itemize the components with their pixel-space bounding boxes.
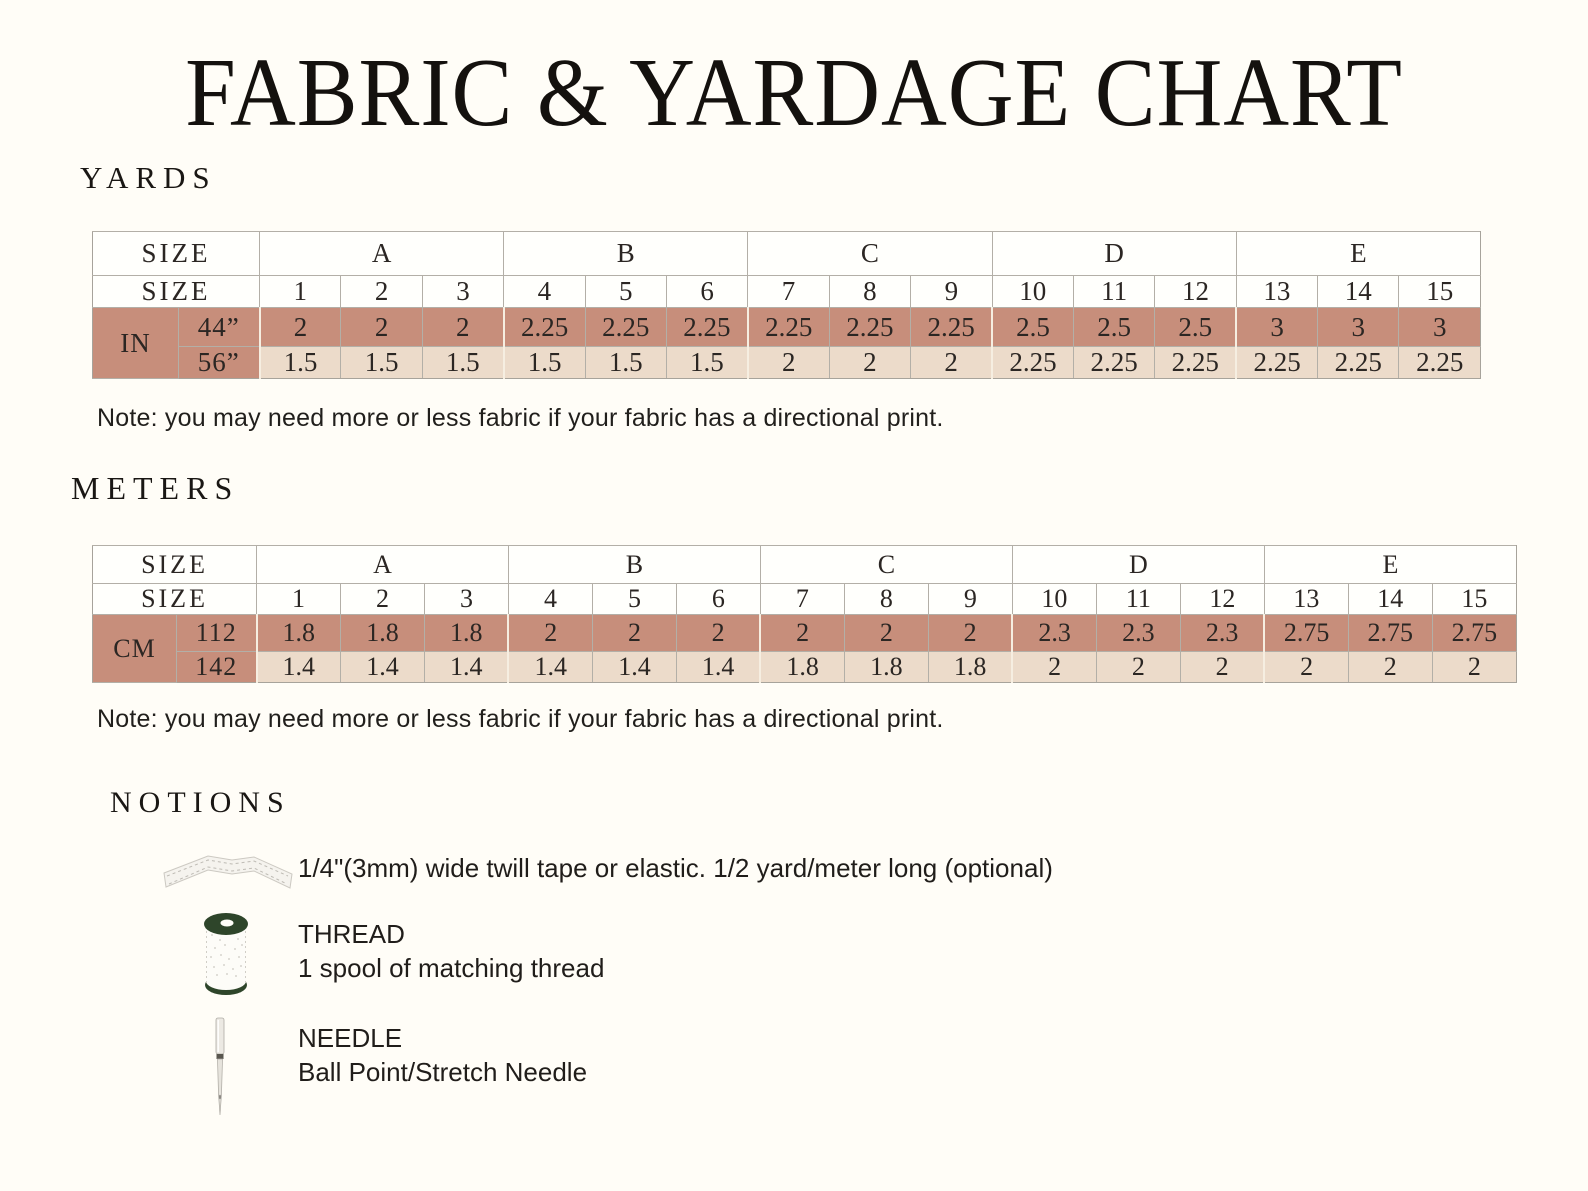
yardage-value-cell: 1.4 xyxy=(508,652,592,683)
yardage-value-cell: 2 xyxy=(260,308,341,347)
size-number-header: 11 xyxy=(1073,276,1154,308)
yardage-value-cell: 2.25 xyxy=(748,308,829,347)
group-header: E xyxy=(1236,232,1480,276)
yardage-value-cell: 2.3 xyxy=(1180,615,1264,652)
twill-tape-icon xyxy=(158,843,298,906)
yards-note: Note: you may need more or less fabric if your fabric has a directional print. xyxy=(97,404,944,432)
size-number-header: 11 xyxy=(1096,584,1180,615)
size-number-header: 6 xyxy=(666,276,747,308)
size-number-header: 8 xyxy=(844,584,928,615)
yardage-value-cell: 2 xyxy=(1096,652,1180,683)
size-number-header: 3 xyxy=(422,276,503,308)
size-number-header: 7 xyxy=(748,276,829,308)
notion-item-needle xyxy=(298,1021,587,1089)
unit-cell: CM xyxy=(93,615,177,683)
yardage-value-cell: 2.25 xyxy=(1073,347,1154,379)
size-number-header: 15 xyxy=(1399,276,1481,308)
yardage-value-cell: 2 xyxy=(844,615,928,652)
yardage-value-cell: 2 xyxy=(1012,652,1096,683)
size-number-header: 3 xyxy=(424,584,508,615)
yardage-value-cell: 2.25 xyxy=(504,308,585,347)
yards-table xyxy=(92,231,1481,379)
size-number-header: 12 xyxy=(1180,584,1264,615)
meters-heading: METERS xyxy=(71,470,240,506)
fabric-width-cell: 142 xyxy=(177,652,257,683)
size-header: SIZE xyxy=(93,584,257,615)
yardage-value-cell: 1.4 xyxy=(592,652,676,683)
fabric-width-cell: 44” xyxy=(179,308,260,347)
yardage-value-cell: 2.25 xyxy=(829,308,910,347)
yardage-value-cell: 2 xyxy=(748,347,829,379)
size-number-header: 7 xyxy=(760,584,844,615)
yardage-value-cell: 2 xyxy=(1264,652,1348,683)
notion-tape-description: 1/4"(3mm) wide twill tape or elastic. 1/2 yard/meter long (optional) xyxy=(298,853,1053,883)
yardage-value-cell: 1.8 xyxy=(928,652,1012,683)
size-number-header: 1 xyxy=(257,584,341,615)
yardage-value-cell: 3 xyxy=(1236,308,1317,347)
unit-cell: IN xyxy=(93,308,179,379)
notion-needle-title: NEEDLE xyxy=(298,1023,403,1053)
page-title: FABRIC & YARDAGE CHART xyxy=(185,39,1403,147)
yardage-value-cell: 2.3 xyxy=(1096,615,1180,652)
notion-thread-description: 1 spool of matching thread xyxy=(298,953,605,983)
size-number-header: 4 xyxy=(504,276,585,308)
size-header: SIZE xyxy=(93,546,257,584)
size-number-header: 4 xyxy=(508,584,592,615)
yardage-value-cell: 3 xyxy=(1399,308,1481,347)
yards-heading: YARDS xyxy=(80,160,217,195)
yardage-value-cell: 2.25 xyxy=(1155,347,1236,379)
group-header: D xyxy=(992,232,1236,276)
group-header: D xyxy=(1012,546,1264,584)
size-number-header: 10 xyxy=(1012,584,1096,615)
notion-thread-title: THREAD xyxy=(298,919,405,949)
group-header: A xyxy=(257,546,509,584)
yardage-value-cell: 2 xyxy=(676,615,760,652)
notions-heading: NOTIONS xyxy=(110,786,291,819)
yardage-value-cell: 2 xyxy=(1348,652,1432,683)
yardage-value-cell: 2.75 xyxy=(1348,615,1432,652)
yardage-value-cell: 2 xyxy=(592,615,676,652)
size-number-header: 12 xyxy=(1155,276,1236,308)
size-number-header: 9 xyxy=(911,276,992,308)
size-number-header: 5 xyxy=(585,276,666,308)
yardage-value-cell: 1.8 xyxy=(760,652,844,683)
yardage-value-cell: 1.8 xyxy=(424,615,508,652)
yardage-value-cell: 2 xyxy=(928,615,1012,652)
needle-icon xyxy=(209,1016,231,1123)
size-number-header: 13 xyxy=(1236,276,1317,308)
yardage-value-cell: 1.5 xyxy=(504,347,585,379)
yardage-value-cell: 2 xyxy=(1180,652,1264,683)
size-number-header: 9 xyxy=(928,584,1012,615)
size-header: SIZE xyxy=(93,232,260,276)
yardage-value-cell: 2 xyxy=(1432,652,1516,683)
size-number-header: 14 xyxy=(1318,276,1399,308)
yardage-value-cell: 2 xyxy=(760,615,844,652)
yardage-value-cell: 1.5 xyxy=(666,347,747,379)
yardage-value-cell: 2.25 xyxy=(911,308,992,347)
yardage-value-cell: 2.75 xyxy=(1432,615,1516,652)
yardage-value-cell: 1.5 xyxy=(341,347,422,379)
yardage-value-cell: 2 xyxy=(911,347,992,379)
yardage-value-cell: 2.25 xyxy=(1236,347,1317,379)
notion-needle-description: Ball Point/Stretch Needle xyxy=(298,1057,588,1087)
size-number-header: 8 xyxy=(829,276,910,308)
group-header: E xyxy=(1264,546,1516,584)
yardage-value-cell: 1.4 xyxy=(676,652,760,683)
yardage-value-cell: 1.5 xyxy=(422,347,503,379)
notion-item-tape xyxy=(298,851,1053,885)
yardage-value-cell: 2 xyxy=(829,347,910,379)
yardage-value-cell: 1.4 xyxy=(257,652,341,683)
size-number-header: 1 xyxy=(260,276,341,308)
yardage-value-cell: 1.5 xyxy=(260,347,341,379)
yardage-value-cell: 1.4 xyxy=(341,652,425,683)
size-number-header: 6 xyxy=(676,584,760,615)
size-number-header: 14 xyxy=(1348,584,1432,615)
yardage-value-cell: 2.25 xyxy=(666,308,747,347)
meters-note: Note: you may need more or less fabric if your fabric has a directional print. xyxy=(97,705,944,733)
size-number-header: 13 xyxy=(1264,584,1348,615)
group-header: A xyxy=(260,232,504,276)
size-number-header: 15 xyxy=(1432,584,1516,615)
size-header: SIZE xyxy=(93,276,260,308)
fabric-width-cell: 112 xyxy=(177,615,257,652)
yardage-value-cell: 2.25 xyxy=(585,308,666,347)
group-header: B xyxy=(508,546,760,584)
yardage-value-cell: 2.25 xyxy=(1318,347,1399,379)
notion-item-thread xyxy=(298,917,604,985)
yardage-value-cell: 2.5 xyxy=(1073,308,1154,347)
size-number-header: 10 xyxy=(992,276,1073,308)
yardage-value-cell: 2.25 xyxy=(992,347,1073,379)
group-header: C xyxy=(760,546,1012,584)
yardage-value-cell: 1.8 xyxy=(341,615,425,652)
yardage-value-cell: 3 xyxy=(1318,308,1399,347)
thread-spool-icon xyxy=(202,911,250,1004)
meters-table xyxy=(92,545,1517,683)
yardage-value-cell: 2 xyxy=(422,308,503,347)
size-number-header: 5 xyxy=(592,584,676,615)
yardage-value-cell: 1.4 xyxy=(424,652,508,683)
yardage-value-cell: 2 xyxy=(508,615,592,652)
size-number-header: 2 xyxy=(341,584,425,615)
yardage-value-cell: 1.5 xyxy=(585,347,666,379)
yardage-value-cell: 1.8 xyxy=(257,615,341,652)
group-header: B xyxy=(504,232,748,276)
yardage-value-cell: 2 xyxy=(341,308,422,347)
yardage-value-cell: 2.75 xyxy=(1264,615,1348,652)
group-header: C xyxy=(748,232,992,276)
yardage-value-cell: 2.25 xyxy=(1399,347,1481,379)
fabric-width-cell: 56” xyxy=(179,347,260,379)
yardage-value-cell: 1.8 xyxy=(844,652,928,683)
yardage-value-cell: 2.5 xyxy=(992,308,1073,347)
size-number-header: 2 xyxy=(341,276,422,308)
yardage-value-cell: 2.3 xyxy=(1012,615,1096,652)
yardage-value-cell: 2.5 xyxy=(1155,308,1236,347)
